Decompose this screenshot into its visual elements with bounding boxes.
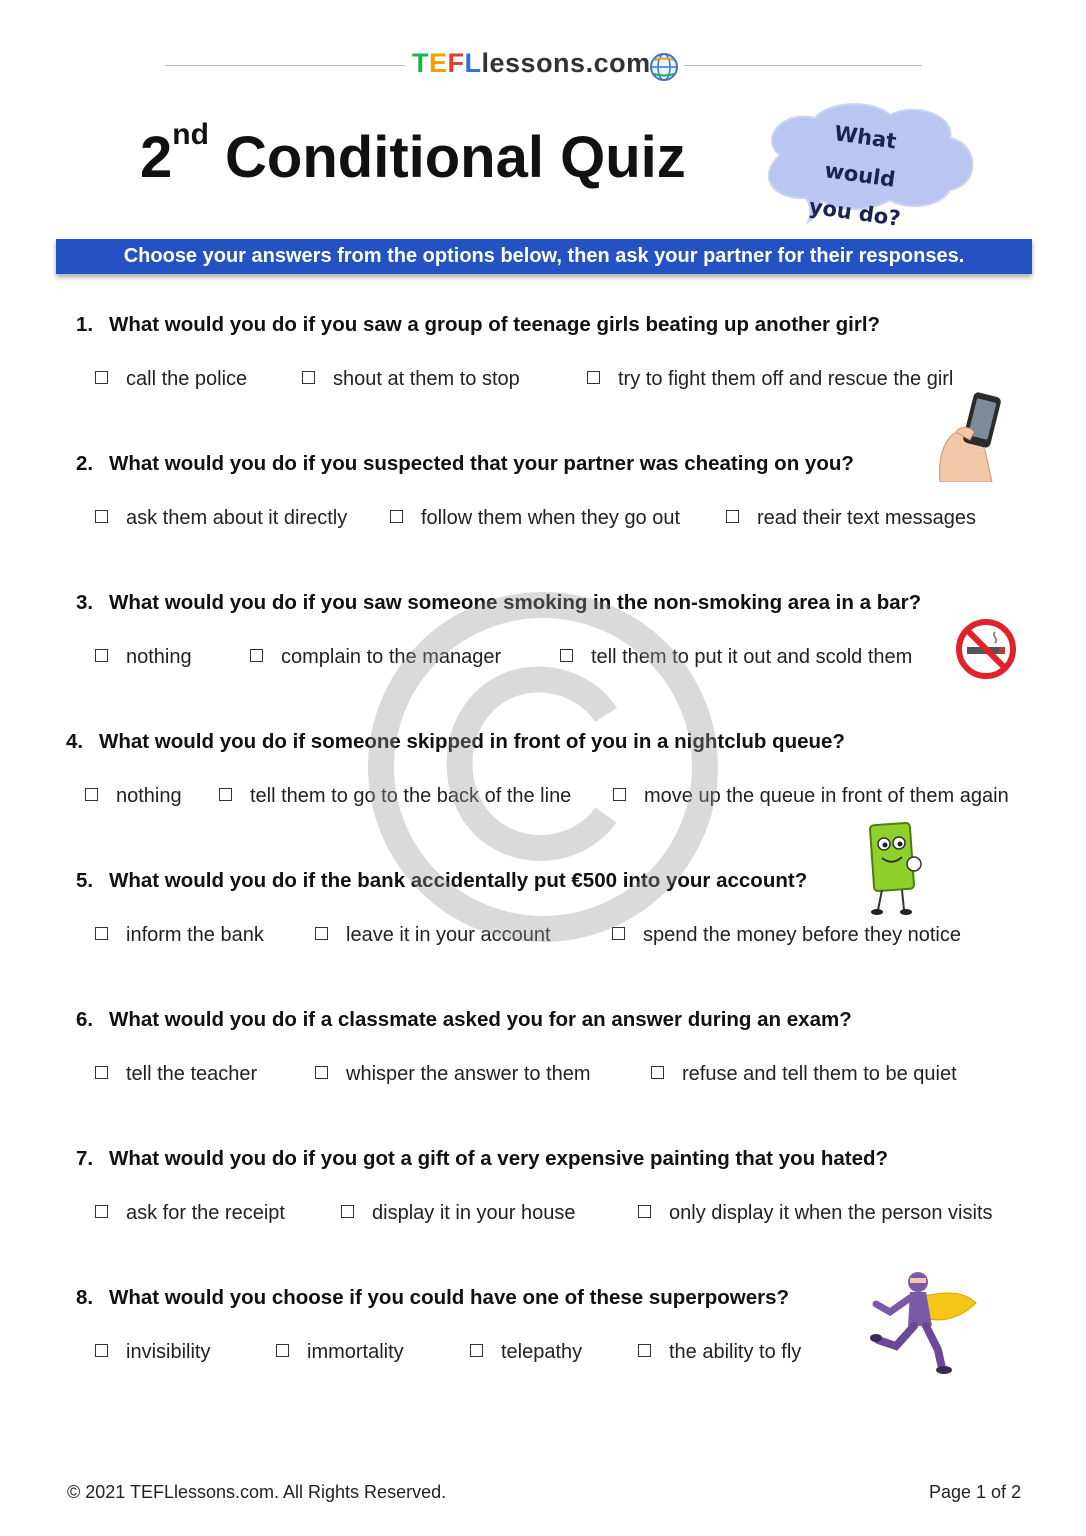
option-8d[interactable]: the ability to fly <box>638 1341 801 1364</box>
option-5b[interactable]: leave it in your account <box>315 924 551 947</box>
option-8b[interactable]: immortality <box>276 1341 404 1364</box>
checkbox[interactable] <box>85 788 98 801</box>
instructions-banner: Choose your answers from the options below, then ask your partner for their responses. <box>56 239 1032 274</box>
checkbox[interactable] <box>560 649 573 662</box>
option-3a[interactable]: nothing <box>95 646 192 669</box>
question-6: 6. What would you do if a classmate asked you for an answer during an exam? <box>76 1008 852 1031</box>
checkbox[interactable] <box>341 1205 354 1218</box>
option-8a[interactable]: invisibility <box>95 1341 210 1364</box>
copyright-footer: © 2021 TEFLlessons.com. All Rights Reserved. <box>67 1482 447 1502</box>
checkbox[interactable] <box>726 510 739 523</box>
option-3b[interactable]: complain to the manager <box>250 646 501 669</box>
phone-hand-icon <box>930 390 1010 482</box>
option-1b[interactable]: shout at them to stop <box>302 368 520 391</box>
superhero-icon <box>866 1268 978 1376</box>
checkbox[interactable] <box>219 788 232 801</box>
question-7: 7. What would you do if you got a gift of a very expensive painting that you hated? <box>76 1147 889 1170</box>
option-2b[interactable]: follow them when they go out <box>390 507 680 530</box>
option-4b[interactable]: tell them to go to the back of the line <box>219 785 571 808</box>
checkbox[interactable] <box>95 1066 108 1079</box>
checkbox[interactable] <box>390 510 403 523</box>
checkbox[interactable] <box>638 1205 651 1218</box>
option-7a[interactable]: ask for the receipt <box>95 1202 285 1225</box>
option-6b[interactable]: whisper the answer to them <box>315 1063 591 1086</box>
checkbox[interactable] <box>302 371 315 384</box>
checkbox[interactable] <box>315 927 328 940</box>
copyright-watermark-icon <box>356 580 731 955</box>
option-7b[interactable]: display it in your house <box>341 1202 575 1225</box>
logo-divider-right <box>684 65 922 66</box>
question-3: 3. What would you do if you saw someone smoking in the non-smoking area in a bar? <box>76 591 922 614</box>
checkbox[interactable] <box>95 1344 108 1357</box>
question-5: 5. What would you do if the bank accidentally put €500 into your account? <box>76 869 808 892</box>
checkbox[interactable] <box>95 1205 108 1218</box>
option-7c[interactable]: only display it when the person visits <box>638 1202 993 1225</box>
checkbox[interactable] <box>638 1344 651 1357</box>
option-5c[interactable]: spend the money before they notice <box>612 924 961 947</box>
checkbox[interactable] <box>250 649 263 662</box>
no-smoking-icon <box>955 618 1017 680</box>
checkbox[interactable] <box>276 1344 289 1357</box>
option-4c[interactable]: move up the queue in front of them again <box>613 785 1009 808</box>
option-3c[interactable]: tell them to put it out and scold them <box>560 646 912 669</box>
checkbox[interactable] <box>613 788 626 801</box>
page-number: Page 1 of 2 <box>929 1482 1022 1502</box>
money-mascot-icon <box>864 820 928 916</box>
option-1c[interactable]: try to fight them off and rescue the girl <box>587 368 953 391</box>
checkbox[interactable] <box>95 371 108 384</box>
option-4a[interactable]: nothing <box>85 785 182 808</box>
speech-cloud-text: What would you do? <box>807 121 902 231</box>
checkbox[interactable] <box>612 927 625 940</box>
option-5a[interactable]: inform the bank <box>95 924 264 947</box>
page-title: 2nd Conditional Quiz <box>140 118 686 190</box>
site-logo: TEFLlessons.com <box>412 48 651 78</box>
option-6c[interactable]: refuse and tell them to be quiet <box>651 1063 957 1086</box>
question-4: 4. What would you do if someone skipped in front of you in a nightclub queue? <box>66 730 845 753</box>
option-1a[interactable]: call the police <box>95 368 247 391</box>
question-1: 1. What would you do if you saw a group of teenage girls beating up another girl? <box>76 313 881 336</box>
option-2c[interactable]: read their text messages <box>726 507 976 530</box>
checkbox[interactable] <box>95 927 108 940</box>
checkbox[interactable] <box>587 371 600 384</box>
logo-divider-left <box>165 65 405 66</box>
globe-icon <box>649 52 679 82</box>
option-2a[interactable]: ask them about it directly <box>95 507 347 530</box>
checkbox[interactable] <box>95 510 108 523</box>
checkbox[interactable] <box>470 1344 483 1357</box>
question-8: 8. What would you choose if you could have one of these superpowers? <box>76 1286 789 1309</box>
question-2: 2. What would you do if you suspected that your partner was cheating on you? <box>76 452 854 475</box>
checkbox[interactable] <box>651 1066 664 1079</box>
option-8c[interactable]: telepathy <box>470 1341 582 1364</box>
checkbox[interactable] <box>315 1066 328 1079</box>
checkbox[interactable] <box>95 649 108 662</box>
option-6a[interactable]: tell the teacher <box>95 1063 257 1086</box>
